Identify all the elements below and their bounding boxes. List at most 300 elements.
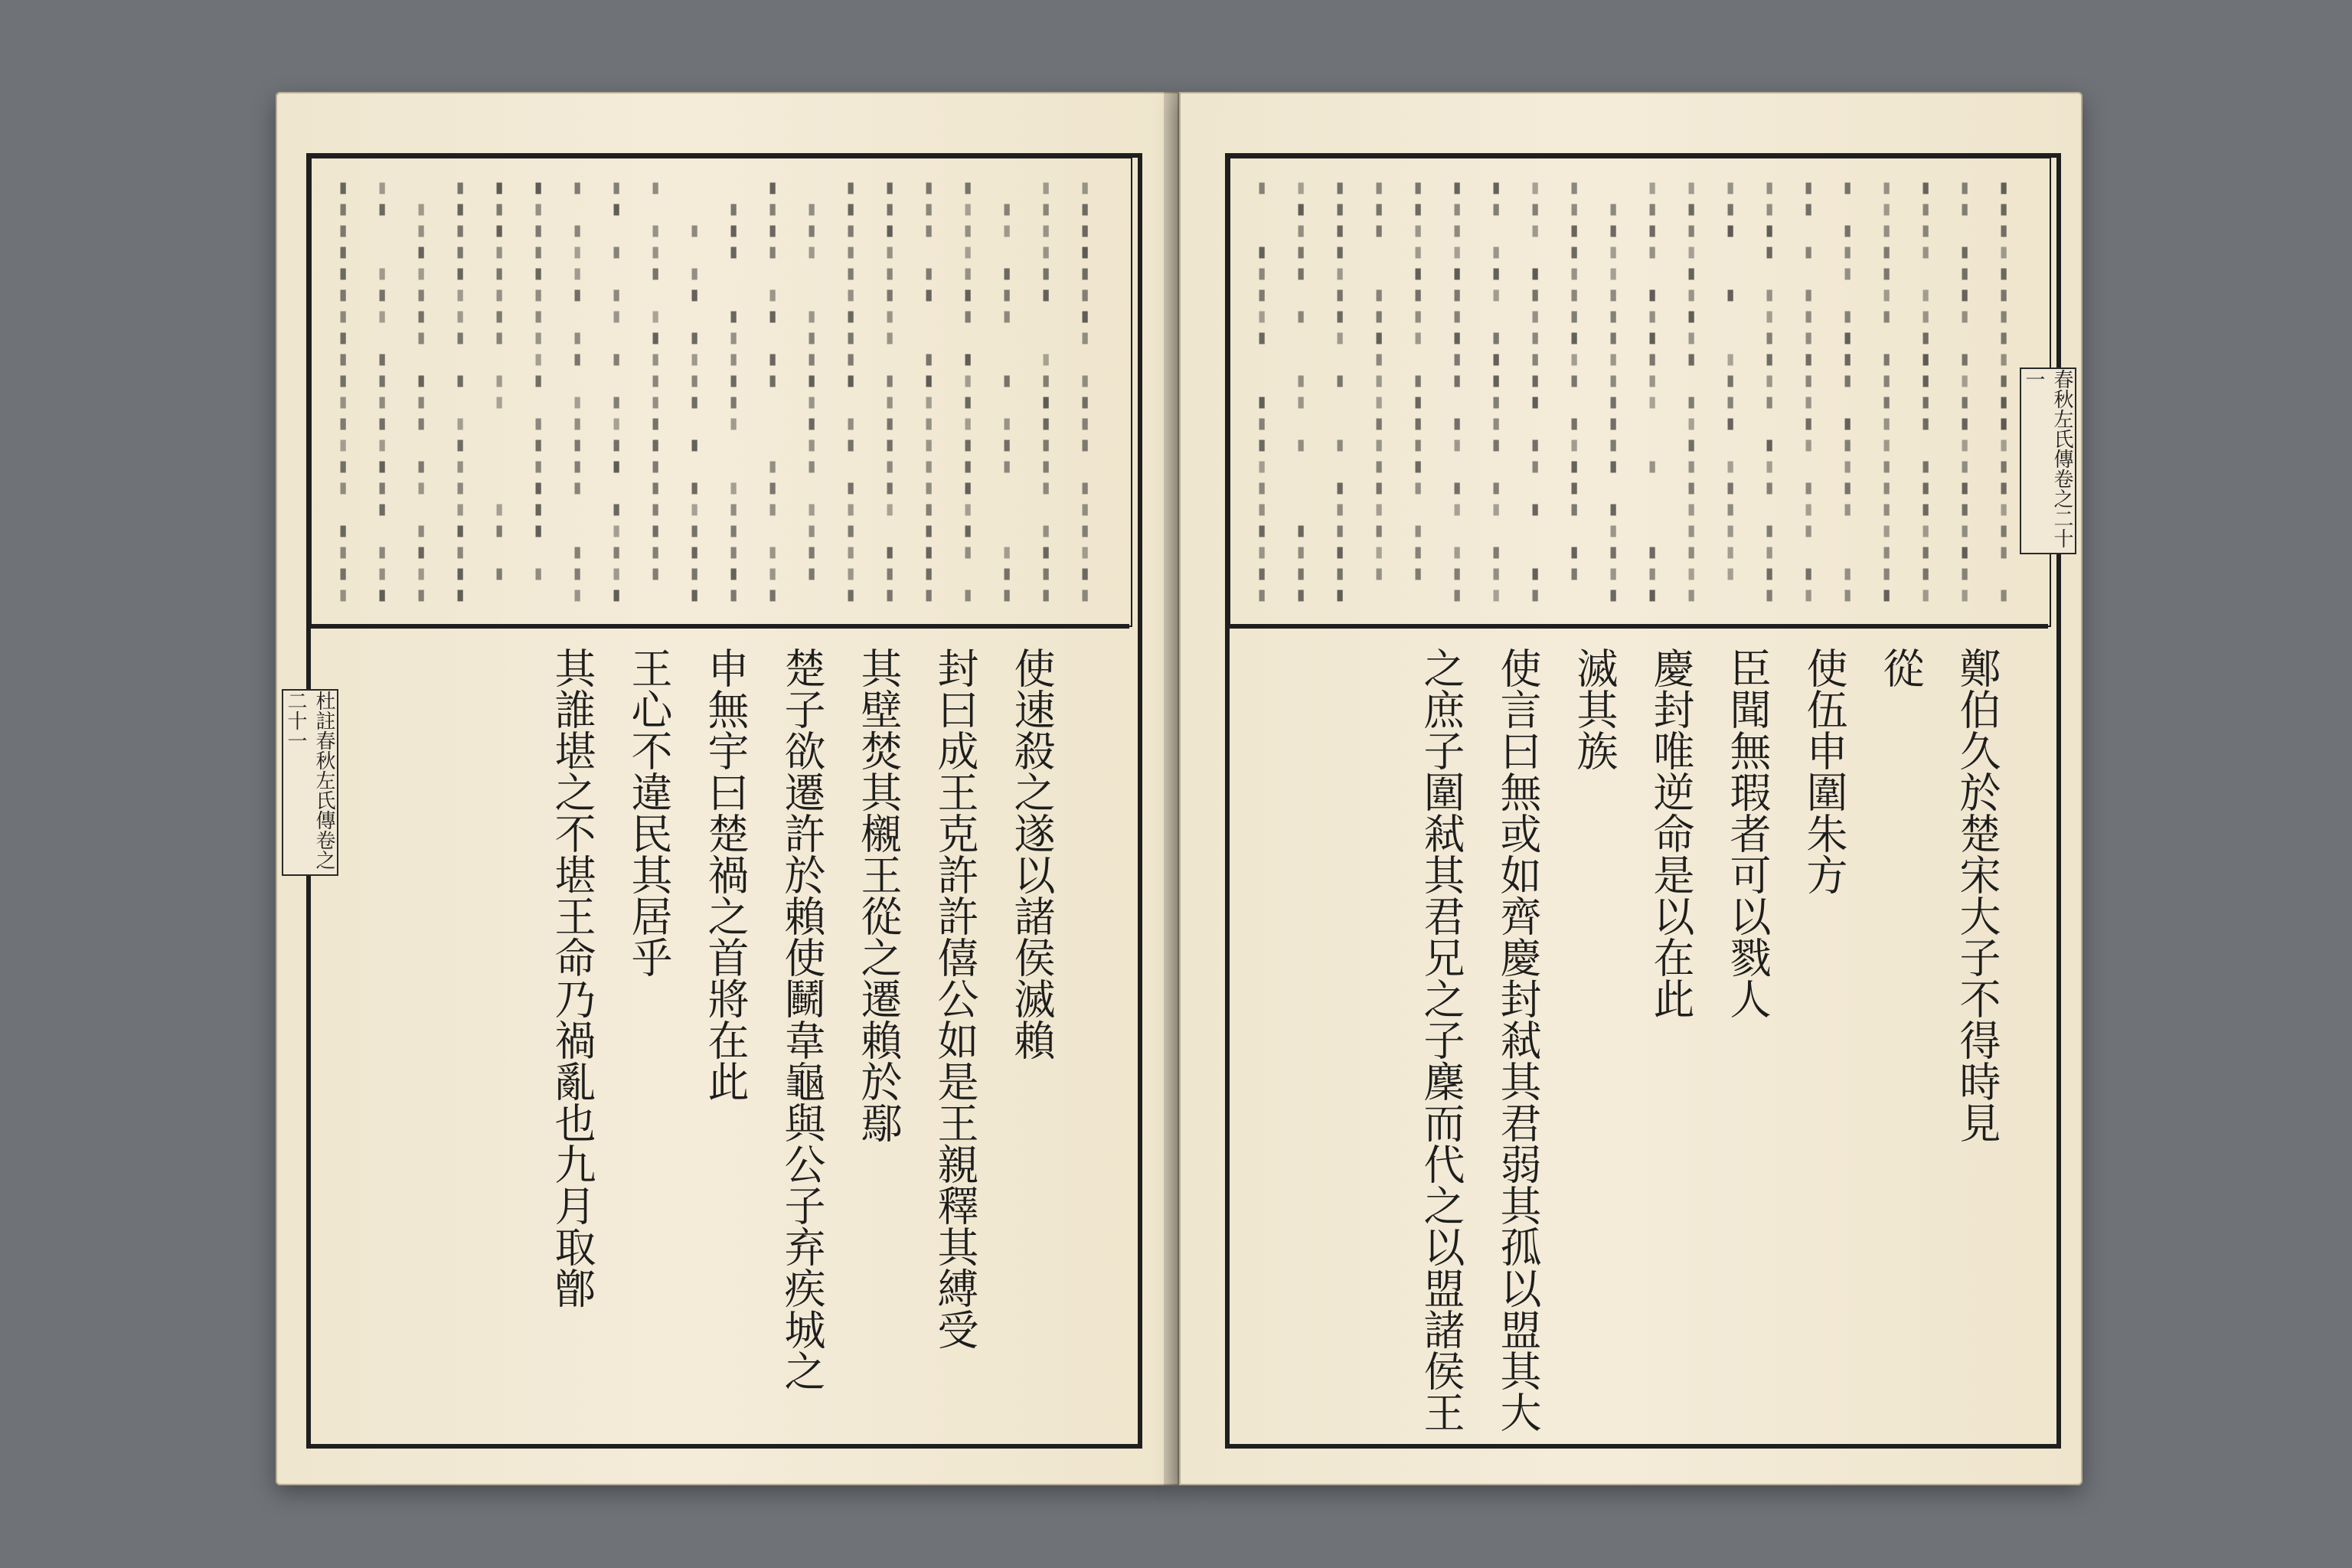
commentary-mark: ▮ (1296, 585, 1305, 603)
commentary-mark: ▮ (1002, 564, 1011, 582)
commentary-mark: ▮ (1530, 392, 1540, 410)
commentary-mark: ▮ (1002, 371, 1011, 389)
commentary-mark: ▮ (1882, 178, 1891, 196)
commentary-mark: ▮ (1080, 499, 1089, 518)
commentary-mark: ▮ (1921, 413, 1930, 432)
commentary-mark: ▮ (1002, 542, 1011, 560)
commentary-mark: ▮ (924, 285, 933, 303)
commentary-mark: ▮ (377, 306, 387, 325)
commentary-mark: ▮ (612, 242, 621, 260)
commentary-mark: ▮ (1570, 478, 1579, 496)
commentary-mark: ▮ (495, 521, 504, 539)
commentary-mark: ▮ (1257, 456, 1266, 475)
commentary-mark: ▮ (1413, 328, 1423, 346)
commentary-mark: ▮ (456, 242, 465, 260)
commentary-mark: ▮ (1335, 178, 1344, 196)
commentary-mark: ▮ (495, 564, 504, 582)
commentary-mark: ▮ (1648, 542, 1657, 560)
commentary-mark: ▮ (768, 478, 777, 496)
commentary-mark: ▮ (690, 263, 699, 282)
commentary-mark: ▮ (1765, 285, 1774, 303)
commentary-mark: ▮ (1687, 178, 1696, 196)
commentary-mark: ▮ (651, 392, 660, 410)
commentary-mark: ▮ (768, 499, 777, 518)
commentary-mark: ▮ (1296, 306, 1305, 325)
commentary-mark: ▮ (1921, 220, 1930, 239)
commentary-mark: ▮ (1648, 392, 1657, 410)
commentary-mark: ▮ (377, 499, 387, 518)
commentary-mark: ▮ (1921, 392, 1930, 410)
commentary-mark: ▮ (885, 199, 894, 217)
commentary-mark: ▮ (1609, 456, 1618, 475)
commentary-mark: ▮ (885, 220, 894, 239)
commentary-mark: ▮ (338, 371, 348, 389)
commentary-mark: ▮ (1648, 285, 1657, 303)
commentary-mark: ▮ (1080, 371, 1089, 389)
commentary-mark: ▮ (885, 564, 894, 582)
commentary-mark: ▮ (1648, 178, 1657, 196)
commentary-mark: ▮ (651, 542, 660, 560)
commentary-mark: ▮ (729, 199, 738, 217)
commentary-mark: ▮ (1413, 306, 1423, 325)
commentary-mark: ▮ (1491, 542, 1501, 560)
commentary-mark: ▮ (1648, 220, 1657, 239)
commentary-mark: ▮ (377, 349, 387, 368)
commentary-mark: ▮ (1921, 199, 1930, 217)
commentary-mark: ▮ (1999, 263, 2008, 282)
commentary-mark: ▮ (1687, 521, 1696, 539)
commentary-mark: ▮ (1452, 413, 1462, 432)
commentary-mark: ▮ (1726, 564, 1735, 582)
commentary-mark: ▮ (1374, 328, 1383, 346)
commentary-mark: ▮ (573, 456, 582, 475)
commentary-mark: ▮ (573, 263, 582, 282)
commentary-mark: ▮ (1609, 564, 1618, 582)
commentary-mark: ▮ (1491, 328, 1501, 346)
commentary-mark: ▮ (1960, 521, 1969, 539)
commentary-mark: ▮ (1999, 478, 2008, 496)
commentary-mark: ▮ (1765, 521, 1774, 539)
commentary-mark: ▮ (416, 263, 426, 282)
commentary-mark: ▮ (846, 585, 855, 603)
commentary-mark: ▮ (377, 263, 387, 282)
commentary-mark: ▮ (1530, 499, 1540, 518)
commentary-mark: ▮ (651, 456, 660, 475)
commentary-mark: ▮ (1530, 349, 1540, 368)
commentary-mark: ▮ (1648, 328, 1657, 346)
commentary-mark: ▮ (1570, 178, 1579, 196)
left-col-2 (931, 647, 979, 1397)
commentary-mark: ▮ (651, 564, 660, 582)
commentary-mark: ▮ (1687, 306, 1696, 325)
commentary-mark: ▮ (807, 306, 816, 325)
commentary-mark: ▮ (846, 178, 855, 196)
commentary-mark: ▮ (885, 413, 894, 432)
commentary-mark: ▮ (807, 371, 816, 389)
commentary-mark: ▮ (534, 285, 543, 303)
commentary-mark: ▮ (1804, 178, 1813, 196)
commentary-mark: ▮ (1960, 178, 1969, 196)
commentary-mark: ▮ (1999, 285, 2008, 303)
commentary-mark: ▮ (1999, 220, 2008, 239)
commentary-mark: ▮ (416, 285, 426, 303)
commentary-mark: ▮ (729, 349, 738, 368)
commentary-mark: ▮ (1491, 392, 1501, 410)
commentary-mark: ▮ (338, 392, 348, 410)
commentary-mark: ▮ (846, 242, 855, 260)
right-col-7 (1494, 647, 1542, 1432)
commentary-mark: ▮ (885, 585, 894, 603)
commentary-mark: ▮ (456, 435, 465, 453)
commentary-mark: ▮ (807, 456, 816, 475)
commentary-mark: ▮ (1080, 521, 1089, 539)
commentary-mark: ▮ (1960, 585, 1969, 603)
commentary-mark: ▮ (377, 392, 387, 410)
commentary-mark: ▮ (1921, 585, 1930, 603)
commentary-mark: ▮ (1843, 263, 1852, 282)
commentary-mark: ▮ (1530, 263, 1540, 282)
commentary-mark: ▮ (1335, 521, 1344, 539)
commentary-mark: ▮ (1960, 392, 1969, 410)
commentary-mark: ▮ (729, 478, 738, 496)
commentary-mark: ▮ (416, 542, 426, 560)
commentary-mark: ▮ (573, 478, 582, 496)
commentary-mark: ▮ (1804, 285, 1813, 303)
commentary-mark: ▮ (651, 263, 660, 282)
commentary-mark: ▮ (1413, 542, 1423, 560)
commentary-mark: ▮ (1296, 435, 1305, 453)
commentary-mark: ▮ (1882, 585, 1891, 603)
commentary-mark: ▮ (885, 499, 894, 518)
commentary-mark: ▮ (338, 220, 348, 239)
commentary-mark: ▮ (573, 585, 582, 603)
commentary-mark: ▮ (1041, 478, 1050, 496)
commentary-mark: ▮ (729, 306, 738, 325)
right-col-1 (1953, 647, 2001, 1397)
left-col-1 (1008, 647, 1056, 1397)
commentary-mark: ▮ (1413, 285, 1423, 303)
commentary-mark: ▮ (924, 521, 933, 539)
commentary-mark: ▮ (963, 478, 972, 496)
commentary-mark: ▮ (495, 328, 504, 346)
commentary-mark: ▮ (768, 178, 777, 196)
commentary-mark: ▮ (1648, 306, 1657, 325)
commentary-mark: ▮ (573, 413, 582, 432)
commentary-mark: ▮ (456, 306, 465, 325)
commentary-mark: ▮ (1960, 456, 1969, 475)
commentary-mark: ▮ (1530, 306, 1540, 325)
commentary-mark: ▮ (1041, 542, 1050, 560)
commentary-mark: ▮ (885, 306, 894, 325)
commentary-mark: ▮ (1882, 435, 1891, 453)
commentary-mark: ▮ (1726, 478, 1735, 496)
commentary-mark: ▮ (1080, 585, 1089, 603)
commentary-mark: ▮ (768, 199, 777, 217)
commentary-mark: ▮ (1921, 456, 1930, 475)
commentary-mark: ▮ (1765, 328, 1774, 346)
commentary-mark: ▮ (1609, 199, 1618, 217)
commentary-mark: ▮ (1452, 306, 1462, 325)
commentary-mark: ▮ (690, 285, 699, 303)
commentary-mark: ▮ (1648, 371, 1657, 389)
commentary-mark: ▮ (1921, 306, 1930, 325)
commentary-mark: ▮ (807, 521, 816, 539)
commentary-mark: ▮ (1257, 435, 1266, 453)
commentary-mark: ▮ (1609, 585, 1618, 603)
commentary-mark: ▮ (416, 456, 426, 475)
commentary-mark: ▮ (612, 521, 621, 539)
commentary-mark: ▮ (1882, 564, 1891, 582)
commentary-mark: ▮ (1999, 413, 2008, 432)
commentary-mark: ▮ (416, 242, 426, 260)
commentary-mark: ▮ (1960, 435, 1969, 453)
commentary-mark: ▮ (1491, 478, 1501, 496)
commentary-mark: ▮ (1960, 263, 1969, 282)
commentary-mark: ▮ (338, 478, 348, 496)
commentary-mark: ▮ (1999, 435, 2008, 453)
commentary-mark: ▮ (1080, 178, 1089, 196)
commentary-mark: ▮ (573, 542, 582, 560)
commentary-mark: ▮ (1843, 349, 1852, 368)
left-page (276, 92, 1179, 1485)
commentary-mark: ▮ (1296, 371, 1305, 389)
commentary-mark: ▮ (1257, 478, 1266, 496)
commentary-mark: ▮ (1765, 349, 1774, 368)
commentary-mark: ▮ (534, 456, 543, 475)
commentary-mark: ▮ (846, 328, 855, 346)
commentary-mark: ▮ (1999, 585, 2008, 603)
commentary-mark: ▮ (612, 499, 621, 518)
commentary-mark: ▮ (495, 199, 504, 217)
commentary-mark: ▮ (729, 328, 738, 346)
commentary-mark: ▮ (1843, 435, 1852, 453)
commentary-mark: ▮ (377, 564, 387, 582)
commentary-mark: ▮ (1804, 306, 1813, 325)
commentary-mark: ▮ (1570, 564, 1579, 582)
commentary-mark: ▮ (1765, 371, 1774, 389)
commentary-mark: ▮ (1452, 478, 1462, 496)
commentary-mark: ▮ (1452, 220, 1462, 239)
commentary-mark: ▮ (1609, 349, 1618, 368)
commentary-mark: ▮ (1374, 371, 1383, 389)
commentary-mark: ▮ (846, 220, 855, 239)
commentary-mark: ▮ (1570, 263, 1579, 282)
commentary-mark: ▮ (1570, 199, 1579, 217)
commentary-mark: ▮ (729, 521, 738, 539)
commentary-mark: ▮ (1530, 220, 1540, 239)
commentary-mark: ▮ (1960, 413, 1969, 432)
commentary-mark: ▮ (456, 220, 465, 239)
commentary-mark: ▮ (1882, 478, 1891, 496)
commentary-mark: ▮ (612, 178, 621, 196)
commentary-mark: ▮ (1452, 435, 1462, 453)
commentary-mark: ▮ (573, 220, 582, 239)
commentary-mark: ▮ (495, 220, 504, 239)
commentary-mark: ▮ (768, 306, 777, 325)
commentary-mark: ▮ (534, 499, 543, 518)
commentary-mark: ▮ (1882, 371, 1891, 389)
commentary-mark: ▮ (1530, 435, 1540, 453)
commentary-mark: ▮ (1041, 413, 1050, 432)
commentary-mark: ▮ (1960, 349, 1969, 368)
commentary-mark: ▮ (651, 435, 660, 453)
commentary-mark: ▮ (1041, 585, 1050, 603)
commentary-mark: ▮ (377, 285, 387, 303)
commentary-mark: ▮ (495, 499, 504, 518)
commentary-mark: ▮ (1726, 178, 1735, 196)
commentary-mark: ▮ (1687, 435, 1696, 453)
commentary-mark: ▮ (690, 542, 699, 560)
commentary-mark: ▮ (924, 456, 933, 475)
commentary-mark: ▮ (338, 521, 348, 539)
commentary-mark: ▮ (1999, 521, 2008, 539)
commentary-mark: ▮ (768, 564, 777, 582)
commentary-mark: ▮ (1257, 521, 1266, 539)
commentary-mark: ▮ (612, 306, 621, 325)
commentary-mark: ▮ (534, 478, 543, 496)
commentary-mark: ▮ (1960, 499, 1969, 518)
commentary-mark: ▮ (1570, 456, 1579, 475)
commentary-mark: ▮ (1843, 456, 1852, 475)
commentary-mark: ▮ (729, 413, 738, 432)
commentary-mark: ▮ (1413, 392, 1423, 410)
commentary-mark: ▮ (651, 306, 660, 325)
commentary-mark: ▮ (1960, 306, 1969, 325)
commentary-mark: ▮ (846, 349, 855, 368)
commentary-mark: ▮ (1080, 220, 1089, 239)
commentary-mark: ▮ (1257, 499, 1266, 518)
left-commentary-glyph-field (329, 176, 1110, 605)
commentary-mark: ▮ (612, 456, 621, 475)
commentary-mark: ▮ (1452, 564, 1462, 582)
commentary-mark: ▮ (1452, 328, 1462, 346)
commentary-mark: ▮ (1609, 521, 1618, 539)
commentary-mark: ▮ (416, 521, 426, 539)
commentary-mark: ▮ (1452, 285, 1462, 303)
commentary-mark: ▮ (846, 542, 855, 560)
commentary-mark: ▮ (1335, 585, 1344, 603)
commentary-mark: ▮ (1491, 371, 1501, 389)
commentary-mark: ▮ (377, 199, 387, 217)
commentary-mark: ▮ (1960, 285, 1969, 303)
commentary-mark: ▮ (1843, 585, 1852, 603)
commentary-mark: ▮ (651, 371, 660, 389)
commentary-mark: ▮ (1960, 478, 1969, 496)
commentary-mark: ▮ (573, 285, 582, 303)
commentary-mark: ▮ (338, 456, 348, 475)
commentary-mark: ▮ (1804, 328, 1813, 346)
commentary-mark: ▮ (534, 199, 543, 217)
commentary-mark: ▮ (1374, 413, 1383, 432)
commentary-mark: ▮ (1882, 242, 1891, 260)
commentary-mark: ▮ (416, 478, 426, 496)
commentary-mark: ▮ (1452, 585, 1462, 603)
commentary-mark: ▮ (1374, 199, 1383, 217)
commentary-mark: ▮ (1413, 564, 1423, 582)
commentary-mark: ▮ (885, 435, 894, 453)
commentary-mark: ▮ (1491, 585, 1501, 603)
commentary-mark: ▮ (924, 413, 933, 432)
commentary-mark: ▮ (1921, 242, 1930, 260)
commentary-mark: ▮ (534, 413, 543, 432)
commentary-mark: ▮ (495, 242, 504, 260)
right-col-8-text: 之庶子圍弒其君兄之子麇而代之以盟諸侯王 (1417, 647, 1465, 1432)
commentary-mark: ▮ (1530, 328, 1540, 346)
commentary-mark: ▮ (1257, 392, 1266, 410)
commentary-mark: ▮ (1921, 564, 1930, 582)
commentary-mark: ▮ (1804, 392, 1813, 410)
commentary-mark: ▮ (1374, 435, 1383, 453)
right-col-8 (1417, 647, 1465, 1432)
commentary-mark: ▮ (1530, 564, 1540, 582)
commentary-mark: ▮ (1804, 585, 1813, 603)
commentary-mark: ▮ (377, 371, 387, 389)
commentary-mark: ▮ (1374, 178, 1383, 196)
commentary-mark: ▮ (1570, 220, 1579, 239)
commentary-mark: ▮ (1452, 542, 1462, 560)
commentary-mark: ▮ (885, 242, 894, 260)
commentary-mark: ▮ (612, 285, 621, 303)
commentary-mark: ▮ (1257, 542, 1266, 560)
commentary-mark: ▮ (807, 199, 816, 217)
commentary-mark: ▮ (612, 349, 621, 368)
commentary-mark: ▮ (456, 413, 465, 432)
commentary-mark: ▮ (1687, 456, 1696, 475)
commentary-mark: ▮ (573, 178, 582, 196)
commentary-mark: ▮ (1882, 220, 1891, 239)
commentary-mark: ▮ (1002, 285, 1011, 303)
commentary-mark: ▮ (651, 499, 660, 518)
commentary-mark: ▮ (1609, 499, 1618, 518)
commentary-mark: ▮ (729, 542, 738, 560)
right-page (1179, 92, 2082, 1485)
commentary-mark: ▮ (651, 242, 660, 260)
commentary-mark: ▮ (963, 371, 972, 389)
left-margin-title-text: 杜註春秋左氏傳卷之二十一 (284, 691, 335, 870)
commentary-mark: ▮ (1960, 242, 1969, 260)
commentary-mark: ▮ (1413, 242, 1423, 260)
left-col-1-text: 使速殺之遂以諸侯滅賴 (1008, 647, 1056, 1060)
commentary-mark: ▮ (534, 178, 543, 196)
commentary-mark: ▮ (924, 178, 933, 196)
commentary-mark: ▮ (1648, 199, 1657, 217)
commentary-mark: ▮ (338, 242, 348, 260)
commentary-mark: ▮ (1687, 585, 1696, 603)
commentary-mark: ▮ (1843, 178, 1852, 196)
commentary-mark: ▮ (846, 499, 855, 518)
commentary-mark: ▮ (1999, 349, 2008, 368)
commentary-mark: ▮ (807, 392, 816, 410)
commentary-mark: ▮ (729, 242, 738, 260)
commentary-mark: ▮ (1843, 328, 1852, 346)
commentary-mark: ▮ (1648, 564, 1657, 582)
commentary-mark: ▮ (456, 542, 465, 560)
commentary-mark: ▮ (1843, 242, 1852, 260)
commentary-mark: ▮ (1765, 585, 1774, 603)
commentary-mark: ▮ (1999, 328, 2008, 346)
commentary-mark: ▮ (846, 285, 855, 303)
commentary-mark: ▮ (1687, 328, 1696, 346)
commentary-mark: ▮ (1687, 392, 1696, 410)
commentary-mark: ▮ (612, 435, 621, 453)
commentary-mark: ▮ (1726, 542, 1735, 560)
commentary-mark: ▮ (377, 585, 387, 603)
commentary-mark: ▮ (1413, 199, 1423, 217)
commentary-mark: ▮ (534, 521, 543, 539)
commentary-mark: ▮ (416, 371, 426, 389)
commentary-mark: ▮ (573, 392, 582, 410)
commentary-mark: ▮ (456, 285, 465, 303)
